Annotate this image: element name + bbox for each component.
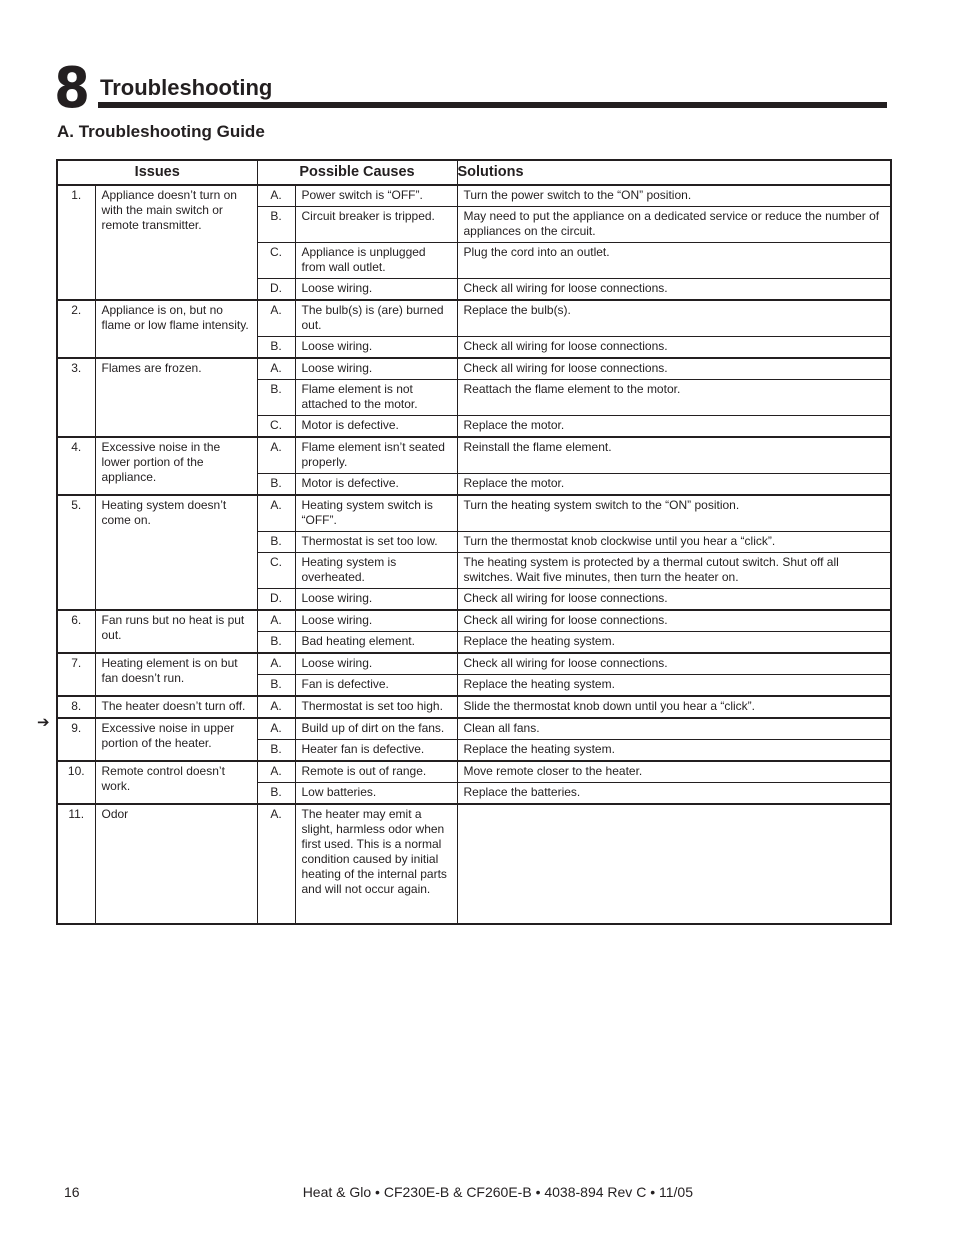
- cause-letter: A.: [257, 495, 295, 532]
- cause-text: Bad heating element.: [295, 632, 457, 654]
- cause-letter: A.: [257, 185, 295, 207]
- issue-text: Odor: [95, 804, 257, 924]
- issue-number: 5.: [57, 495, 95, 610]
- cause-letter: B.: [257, 740, 295, 762]
- solution-text: Replace the heating system.: [457, 740, 891, 762]
- cause-letter: C.: [257, 416, 295, 438]
- cause-text: Motor is defective.: [295, 416, 457, 438]
- issue-text: Fan runs but no heat is put out.: [95, 610, 257, 653]
- table-row: [57, 437, 891, 474]
- cause-text: Loose wiring.: [295, 589, 457, 611]
- solution-text: May need to put the appliance on a dedicated service or reduce the number of appliances on the circuit.: [457, 207, 891, 243]
- solution-text: The heating system is protected by a thermal cutout switch. Shut off all switches. Wait five minutes, then turn the heater on.: [457, 553, 891, 589]
- solution-text: Check all wiring for loose connections.: [457, 279, 891, 301]
- issues-header: Issues: [57, 160, 257, 185]
- solution-text: Reinstall the flame element.: [457, 437, 891, 474]
- issue-text: Heating system doesn’t come on.: [95, 495, 257, 610]
- cause-letter: A.: [257, 696, 295, 718]
- cause-letter: B.: [257, 632, 295, 654]
- cause-text: Thermostat is set too low.: [295, 532, 457, 553]
- issue-number: 3.: [57, 358, 95, 437]
- issue-text: Excessive noise in the lower portion of the appliance.: [95, 437, 257, 495]
- issue-number: 8.: [57, 696, 95, 718]
- issue-text: The heater doesn’t turn off.: [95, 696, 257, 718]
- issue-text: Appliance is on, but no flame or low flame intensity.: [95, 300, 257, 358]
- cause-letter: B.: [257, 532, 295, 553]
- troubleshooting-table: [56, 159, 892, 925]
- cause-text: Loose wiring.: [295, 358, 457, 380]
- cause-letter: A.: [257, 437, 295, 474]
- page-number: 16: [64, 1184, 80, 1200]
- issue-text: Appliance doesn’t turn on with the main switch or remote transmitter.: [95, 185, 257, 300]
- cause-letter: C.: [257, 553, 295, 589]
- cause-letter: A.: [257, 718, 295, 740]
- cause-text: Fan is defective.: [295, 675, 457, 697]
- cause-letter: B.: [257, 380, 295, 416]
- issue-number: 1.: [57, 185, 95, 300]
- table-row: [57, 358, 891, 380]
- table-body: [57, 185, 891, 924]
- document-footer: Heat & Glo • CF230E-B & CF260E-B • 4038-894 Rev C • 11/05: [302, 1184, 693, 1200]
- cause-letter: A.: [257, 610, 295, 632]
- table-row: [57, 495, 891, 532]
- cause-text: Heating system is overheated.: [295, 553, 457, 589]
- issue-number: 9.: [57, 718, 95, 761]
- solution-text: Replace the motor.: [457, 416, 891, 438]
- solution-text: [457, 804, 891, 924]
- solution-text: Slide the thermostat knob down until you hear a “click”.: [457, 696, 891, 718]
- solution-text: Check all wiring for loose connections.: [457, 358, 891, 380]
- cause-letter: A.: [257, 653, 295, 675]
- cause-text: Low batteries.: [295, 783, 457, 805]
- issue-number: 10.: [57, 761, 95, 804]
- table-row: [57, 761, 891, 783]
- cause-text: Build up of dirt on the fans.: [295, 718, 457, 740]
- cause-text: Flame element isn’t seated properly.: [295, 437, 457, 474]
- solution-text: Move remote closer to the heater.: [457, 761, 891, 783]
- cause-text: Thermostat is set too high.: [295, 696, 457, 718]
- solution-text: Turn the thermostat knob clockwise until you hear a “click”.: [457, 532, 891, 553]
- cause-text: Loose wiring.: [295, 279, 457, 301]
- cause-letter: B.: [257, 474, 295, 496]
- table-row: [57, 185, 891, 207]
- table-row: [57, 300, 891, 337]
- cause-text: The bulb(s) is (are) burned out.: [295, 300, 457, 337]
- cause-text: Motor is defective.: [295, 474, 457, 496]
- cause-letter: D.: [257, 589, 295, 611]
- cause-letter: C.: [257, 243, 295, 279]
- cause-letter: A.: [257, 300, 295, 337]
- cause-letter: A.: [257, 804, 295, 924]
- cause-text: Circuit breaker is tripped.: [295, 207, 457, 243]
- solution-text: Replace the heating system.: [457, 632, 891, 654]
- cause-letter: B.: [257, 675, 295, 697]
- solution-text: Replace the bulb(s).: [457, 300, 891, 337]
- cause-letter: A.: [257, 761, 295, 783]
- solution-text: Turn the power switch to the “ON” position.: [457, 185, 891, 207]
- solution-text: Check all wiring for loose connections.: [457, 653, 891, 675]
- table-row: [57, 610, 891, 632]
- cause-text: Loose wiring.: [295, 337, 457, 359]
- table-row: [57, 718, 891, 740]
- cause-letter: A.: [257, 358, 295, 380]
- cause-text: Heater fan is defective.: [295, 740, 457, 762]
- cause-text: Loose wiring.: [295, 610, 457, 632]
- table-row: [57, 653, 891, 675]
- cause-text: Flame element is not attached to the motor.: [295, 380, 457, 416]
- causes-header: Possible Causes: [257, 160, 457, 185]
- cause-text: Appliance is unplugged from wall outlet.: [295, 243, 457, 279]
- cause-text: Heating system switch is “OFF”.: [295, 495, 457, 532]
- cause-letter: B.: [257, 207, 295, 243]
- cause-letter: B.: [257, 783, 295, 805]
- issue-text: Heating element is on but fan doesn’t run.: [95, 653, 257, 696]
- table-row: [57, 804, 891, 924]
- solution-text: Plug the cord into an outlet.: [457, 243, 891, 279]
- section-title: A. Troubleshooting Guide: [57, 122, 265, 141]
- issue-number: 4.: [57, 437, 95, 495]
- solution-text: Replace the motor.: [457, 474, 891, 496]
- solution-text: Check all wiring for loose connections.: [457, 337, 891, 359]
- solution-text: Replace the heating system.: [457, 675, 891, 697]
- page-title: Troubleshooting: [100, 75, 273, 100]
- cause-text: Remote is out of range.: [295, 761, 457, 783]
- cause-letter: B.: [257, 337, 295, 359]
- cause-letter: D.: [257, 279, 295, 301]
- table-row: [57, 696, 891, 718]
- table-header-row: [57, 160, 891, 185]
- issue-text: Flames are frozen.: [95, 358, 257, 437]
- right-arrow-icon: ➔: [37, 713, 50, 731]
- issue-text: Remote control doesn’t work.: [95, 761, 257, 804]
- issue-number: 7.: [57, 653, 95, 696]
- solutions-header: Solutions: [457, 160, 891, 185]
- cause-text: Power switch is “OFF”.: [295, 185, 457, 207]
- cause-text: The heater may emit a slight, harmless odor when first used. This is a normal condition caused by initial heating of the internal parts and will not occur again.: [295, 804, 457, 924]
- cause-text: Loose wiring.: [295, 653, 457, 675]
- issue-number: 6.: [57, 610, 95, 653]
- solution-text: Clean all fans.: [457, 718, 891, 740]
- solution-text: Turn the heating system switch to the “ON” position.: [457, 495, 891, 532]
- solution-text: Check all wiring for loose connections.: [457, 589, 891, 611]
- issue-number: 2.: [57, 300, 95, 358]
- solution-text: Check all wiring for loose connections.: [457, 610, 891, 632]
- title-rule: [98, 102, 887, 108]
- issue-number: 11.: [57, 804, 95, 924]
- issue-text: Excessive noise in upper portion of the heater.: [95, 718, 257, 761]
- chapter-number: 8: [54, 56, 90, 121]
- solution-text: Reattach the flame element to the motor.: [457, 380, 891, 416]
- solution-text: Replace the batteries.: [457, 783, 891, 805]
